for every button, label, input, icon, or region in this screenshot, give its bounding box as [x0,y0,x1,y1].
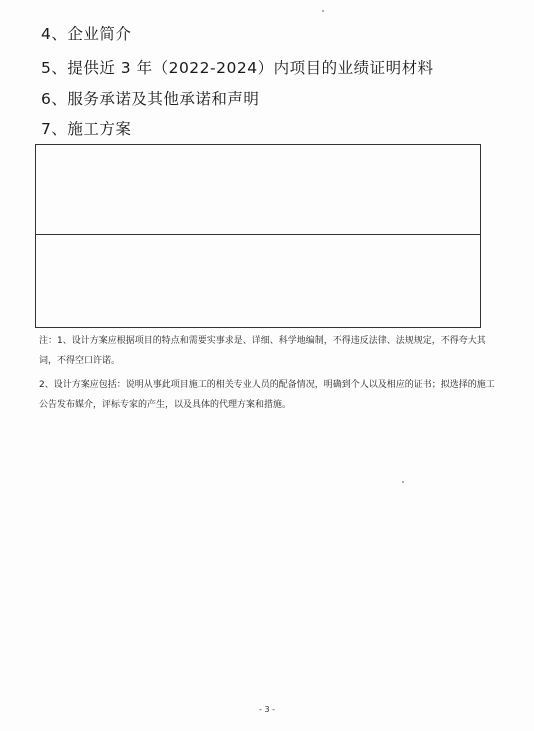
section-heading-performance-proof: 5、提供近 3 年（2022-2024）内项目的业绩证明材料 [41,59,434,77]
page-number: - 3 - [259,705,275,714]
section-heading-construction-plan: 7、施工方案 [41,120,132,138]
section-heading-company-intro: 4、企业简介 [41,25,132,43]
note-paragraph-2: 2、设计方案应包括：说明从事此项目施工的相关专业人员的配备情况，明确到个人以及相应的证书；拟选择的施工公告发布媒介，评标专家的产生，以及具体的代理方案和措施。 [39,380,495,410]
section-heading-service-commitment: 6、服务承诺及其他承诺和声明 [41,90,260,108]
note-paragraph-1: 注：1、设计方案应根据项目的特点和需要实事求是、详细、科学地编制，不得违反法律、法规规定，不得夸大其词，不得空口许诺。 [39,336,486,366]
construction-plan-table [35,144,481,328]
scan-speck [322,10,324,12]
scan-speck [402,481,404,483]
table-divider [36,234,480,235]
